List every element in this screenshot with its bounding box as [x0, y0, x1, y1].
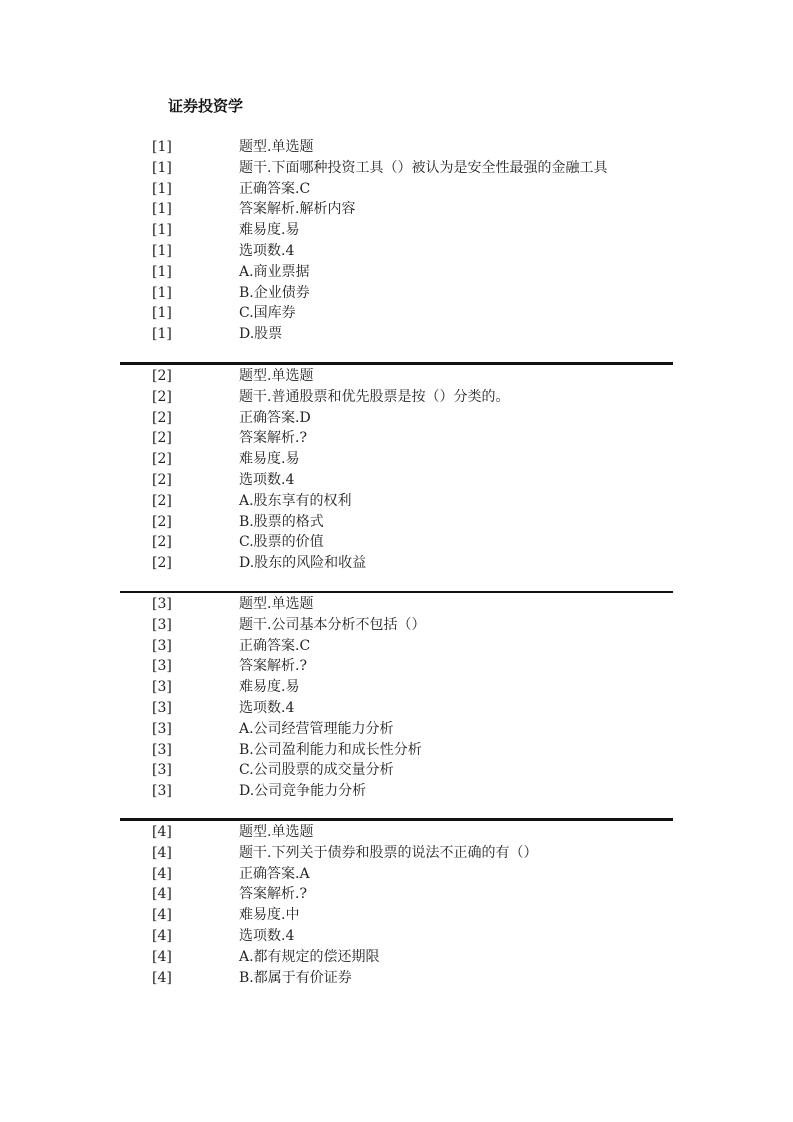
question-number: [4]	[152, 844, 172, 861]
question-row	[120, 781, 673, 802]
question-field: 答案解析.?	[239, 658, 307, 675]
question-field: C.国库券	[239, 305, 296, 322]
question-row	[120, 179, 673, 200]
question-field: D.股东的风险和收益	[239, 555, 367, 572]
question-row	[120, 532, 673, 553]
question-number: [3]	[152, 720, 172, 737]
question-number: [1]	[152, 305, 172, 322]
question-row	[120, 220, 673, 241]
question-row	[120, 677, 673, 698]
question-row	[120, 905, 673, 926]
question-number: [2]	[152, 471, 172, 488]
question-number: [3]	[152, 658, 172, 675]
question-row	[120, 303, 673, 324]
question-number: [2]	[152, 430, 172, 447]
question-field: C.公司股票的成交量分析	[239, 762, 394, 779]
question-number: [1]	[152, 263, 172, 280]
question-row	[120, 449, 673, 470]
question-number: [1]	[152, 159, 172, 176]
question-field: 题干.下面哪种投资工具（）被认为是安全性最强的金融工具	[239, 159, 608, 176]
question-number: [1]	[152, 284, 172, 301]
question-field: 正确答案.D	[239, 409, 311, 426]
question-number: [2]	[152, 513, 172, 530]
question-row	[120, 636, 673, 657]
question-field: A.公司经营管理能力分析	[239, 720, 394, 737]
question-row	[120, 366, 673, 387]
question-row	[120, 470, 673, 491]
question-row	[120, 947, 673, 968]
question-row	[120, 760, 673, 781]
question-number: [3]	[152, 699, 172, 716]
question-number: [4]	[152, 865, 172, 882]
question-field: A.商业票据	[239, 263, 310, 280]
question-row	[120, 262, 673, 283]
question-row	[120, 241, 673, 262]
divider	[120, 818, 673, 821]
question-field: 正确答案.C	[239, 180, 311, 197]
question-number: [3]	[152, 679, 172, 696]
question-number: [3]	[152, 637, 172, 654]
question-number: [4]	[152, 948, 172, 965]
question-field: D.公司竞争能力分析	[239, 783, 367, 800]
question-row	[120, 740, 673, 761]
question-field: 题干.公司基本分析不包括（）	[239, 616, 426, 633]
question-field: B.公司盈利能力和成长性分析	[239, 741, 422, 758]
question-row	[120, 553, 673, 574]
question-row	[120, 926, 673, 947]
question-row	[120, 843, 673, 864]
question-number: [3]	[152, 762, 172, 779]
question-number: [2]	[152, 555, 172, 572]
question-field: 题干.下列关于债券和股票的说法不正确的有（）	[239, 844, 538, 861]
question-number: [2]	[152, 492, 172, 509]
question-number: [1]	[152, 139, 172, 155]
question-number: [3]	[152, 741, 172, 758]
document-title: 证券投资学	[168, 97, 244, 115]
question-number: [4]	[152, 927, 172, 944]
question-field: 选项数.4	[239, 242, 295, 259]
question-field: 答案解析.?	[239, 430, 307, 447]
question-field: 难易度.中	[239, 907, 300, 924]
question-row	[120, 199, 673, 220]
question-number: [1]	[152, 242, 172, 259]
question-block	[120, 594, 673, 802]
question-field: 题干.普通股票和优先股票是按（）分类的。	[239, 388, 510, 405]
question-field: 难易度.易	[239, 679, 300, 696]
question-row	[120, 698, 673, 719]
question-number: [1]	[152, 222, 172, 239]
question-row	[120, 512, 673, 533]
question-row	[120, 137, 673, 158]
question-number: [1]	[152, 326, 172, 343]
question-row	[120, 324, 673, 345]
question-field: 选项数.4	[239, 699, 295, 716]
question-field: B.企业债券	[239, 284, 310, 301]
question-row	[120, 884, 673, 905]
question-number: [3]	[152, 616, 172, 633]
question-field: 难易度.易	[239, 222, 300, 239]
question-row	[120, 615, 673, 636]
question-block	[120, 137, 673, 345]
question-number: [4]	[152, 824, 172, 840]
question-field: 题型.单选题	[239, 824, 314, 840]
question-row	[120, 656, 673, 677]
question-field: D.股票	[239, 326, 283, 343]
question-number: [4]	[152, 907, 172, 924]
question-row	[120, 822, 673, 843]
question-number: [4]	[152, 886, 172, 903]
question-number: [1]	[152, 201, 172, 218]
question-number: [1]	[152, 180, 172, 197]
question-row	[120, 387, 673, 408]
question-block	[120, 366, 673, 574]
question-field: 题型.单选题	[239, 368, 314, 384]
question-row	[120, 428, 673, 449]
divider	[120, 591, 673, 593]
question-number: [2]	[152, 388, 172, 405]
question-number: [3]	[152, 596, 172, 612]
question-field: A.都有规定的偿还期限	[239, 948, 380, 965]
question-field: 难易度.易	[239, 451, 300, 468]
question-field: 选项数.4	[239, 927, 295, 944]
question-block	[120, 822, 673, 988]
divider	[120, 362, 673, 365]
question-row	[120, 491, 673, 512]
question-number: [2]	[152, 451, 172, 468]
question-field: 题型.单选题	[239, 596, 314, 612]
question-field: A.股东享有的权利	[239, 492, 352, 509]
question-field: 题型.单选题	[239, 139, 314, 155]
question-number: [4]	[152, 969, 172, 986]
question-number: [2]	[152, 409, 172, 426]
question-field: B.都属于有价证券	[239, 969, 352, 986]
question-field: B.股票的格式	[239, 513, 324, 530]
question-number: [2]	[152, 368, 172, 384]
question-row	[120, 283, 673, 304]
question-field: 选项数.4	[239, 471, 295, 488]
question-row	[120, 408, 673, 429]
question-field: 答案解析.?	[239, 886, 307, 903]
question-field: 答案解析.解析内容	[239, 201, 356, 218]
question-row	[120, 594, 673, 615]
question-row	[120, 864, 673, 885]
question-row	[120, 719, 673, 740]
question-number: [3]	[152, 783, 172, 800]
question-field: 正确答案.C	[239, 637, 311, 654]
question-row	[120, 968, 673, 989]
question-field: 正确答案.A	[239, 865, 310, 882]
question-row	[120, 158, 673, 179]
question-field: C.股票的价值	[239, 534, 324, 551]
question-number: [2]	[152, 534, 172, 551]
